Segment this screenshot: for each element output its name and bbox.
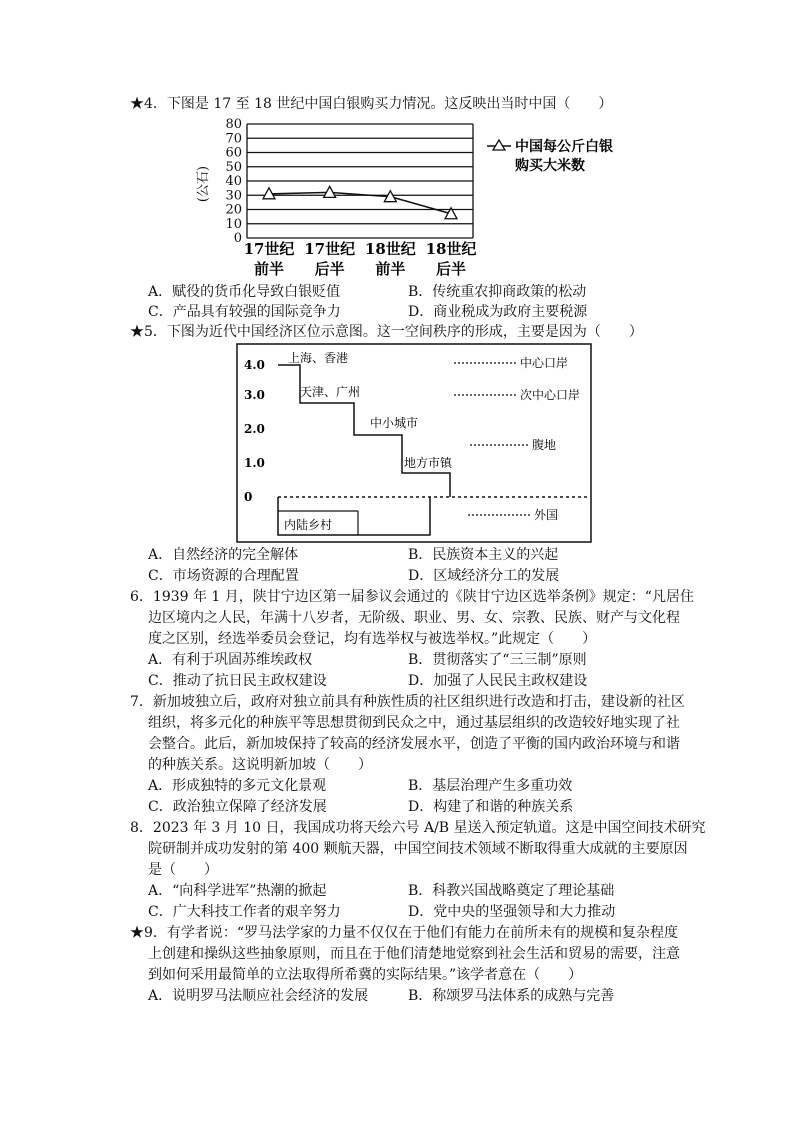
q7-option-a[interactable]: A．形成独特的多元文化景观 bbox=[148, 778, 327, 794]
q4-option-c[interactable]: C．产品具有较强的国际竞争力 bbox=[148, 304, 341, 320]
q7-line-4: 的种族关系。这说明新加坡（ ） bbox=[148, 757, 372, 773]
q5-diagram bbox=[236, 343, 592, 543]
y-tick-label: 70 bbox=[225, 131, 242, 147]
y-axis-label: (公石) bbox=[196, 165, 211, 203]
q8-option-c[interactable]: C．广大科技工作者的艰辛努力 bbox=[148, 904, 341, 920]
q6-option-c[interactable]: C．推动了抗日民主政权建设 bbox=[148, 673, 327, 689]
x-tick-label: 前半 bbox=[253, 260, 285, 278]
q6-line-2: 边区境内之人民，年满十八岁者，无阶级、职业、男、女、宗教、民族、财产与文化程 bbox=[148, 610, 680, 626]
q8-line-2: 院研制并成功发射的第 400 颗航天器，中国空间技术领域不断取得重大成就的主要原因 bbox=[148, 841, 688, 857]
q7-line-2: 组织，将多元化的种族平等思想贯彻到民众之中，通过基层组织的改造较好地实现了社 bbox=[148, 715, 680, 731]
q7-option-c[interactable]: C．政治独立保障了经济发展 bbox=[148, 799, 327, 815]
q8-option-b[interactable]: B．科教兴国战略奠定了理论基础 bbox=[408, 883, 615, 899]
q7-line-1: 7．新加坡独立后，政府对独立前具有种族性质的社区组织进行改造和打击，建设新的社区 bbox=[130, 694, 685, 710]
y-tick-label: 40 bbox=[225, 174, 242, 189]
x-tick-label: 18世纪 bbox=[364, 240, 416, 258]
q4-option-b[interactable]: B．传统重农抑商政策的松动 bbox=[408, 284, 587, 300]
q9-option-a[interactable]: A．说明罗马法顺应社会经济的发展 bbox=[148, 988, 369, 1004]
y-tick-label: 10 bbox=[225, 216, 242, 232]
q5-option-d[interactable]: D．区域经济分工的发展 bbox=[408, 568, 560, 584]
y-tick-label: 3.0 bbox=[244, 388, 265, 402]
q4-option-a[interactable]: A．赋役的货币化导致白银贬值 bbox=[148, 284, 341, 300]
q7-option-d[interactable]: D．构建了和谐的种族关系 bbox=[408, 799, 574, 815]
legend-line2: 购买大米数 bbox=[515, 158, 585, 174]
legend-label: 外国 bbox=[534, 508, 559, 522]
y-tick-label: 2.0 bbox=[244, 422, 265, 436]
q5-option-a[interactable]: A．自然经济的完全解体 bbox=[148, 547, 299, 563]
y-tick-label: 80 bbox=[225, 117, 242, 132]
legend-label: 中心口岸 bbox=[520, 356, 569, 370]
q6-option-d[interactable]: D．加强了人民民主政权建设 bbox=[408, 673, 588, 689]
q4-chart bbox=[195, 114, 655, 282]
x-tick-label: 18世纪 bbox=[425, 240, 477, 258]
y-tick-label: 60 bbox=[225, 145, 242, 161]
y-tick-label: 30 bbox=[225, 188, 242, 204]
chart-legend bbox=[487, 138, 613, 174]
legend-line1: 中国每公斤白银 bbox=[515, 139, 613, 155]
level-label: 天津、广州 bbox=[300, 385, 361, 399]
level-label: 上海、香港 bbox=[288, 351, 349, 365]
x-tick-label: 后半 bbox=[435, 260, 467, 278]
q5-option-b[interactable]: B．民族资本主义的兴起 bbox=[408, 547, 559, 563]
x-tick-label: 后半 bbox=[314, 260, 345, 278]
y-tick-label: 0 bbox=[244, 490, 253, 504]
x-tick-label: 前半 bbox=[375, 260, 406, 278]
q9-option-b[interactable]: B．称颂罗马法体系的成熟与完善 bbox=[408, 988, 615, 1004]
q9-line-2: 上创建和操纵这些抽象原则，而且在于他们清楚地觉察到社会生活和贸易的需要，注意 bbox=[148, 946, 680, 962]
y-tick-label: 4.0 bbox=[244, 358, 265, 372]
legend-label: 次中心口岸 bbox=[520, 388, 581, 402]
q6-option-b[interactable]: B．贯彻落实了“三三制”原则 bbox=[408, 652, 587, 668]
q8-line-1: 8．2023 年 3 月 10 日，我国成功将天绘六号 A/B 星送入预定轨道。这是中国空间技术研究 bbox=[130, 820, 706, 836]
level-label: 地方市镇 bbox=[404, 456, 453, 470]
q6-line-3: 度之区别，经选举委员会登记，均有选举权与被选举权。”此规定（ ） bbox=[148, 631, 597, 647]
q5-stem: ★5．下图为近代中国经济区位示意图。这一空间秩序的形成，主要是因为（ ） bbox=[130, 324, 643, 340]
q5-option-c[interactable]: C．市场资源的合理配置 bbox=[148, 568, 299, 584]
y-tick-label: 0 bbox=[233, 231, 242, 246]
q9-line-1: ★9．有学者说：“罗马法学家的力量不仅仅在于他们有能力在前所未有的规模和复杂程度 bbox=[130, 925, 679, 941]
q6-option-a[interactable]: A．有利于巩固苏维埃政权 bbox=[148, 652, 313, 668]
q9-line-3: 到如何采用最简单的立法取得所希冀的实际结果。”该学者意在（ ） bbox=[148, 967, 583, 983]
q4-option-d[interactable]: D．商业税成为政府主要税源 bbox=[408, 304, 588, 320]
q6-line-1: 6．1939 年 1 月，陕甘宁边区第一届参议会通过的《陕甘宁边区选举条例》规定：“凡居住 bbox=[130, 589, 694, 605]
legend-label: 腹地 bbox=[532, 438, 557, 452]
q7-line-3: 会整合。此后，新加坡保持了较高的经济发展水平，创造了平衡的国内政治环境与和谐 bbox=[148, 736, 680, 752]
q8-line-3: 是（ ） bbox=[148, 862, 218, 878]
y-tick-label: 1.0 bbox=[244, 456, 265, 470]
q7-option-b[interactable]: B．基层治理产生多重功效 bbox=[408, 778, 573, 794]
x-tick-label: 17世纪 bbox=[243, 240, 295, 258]
level-label: 内陆乡村 bbox=[284, 518, 333, 532]
y-tick-label: 50 bbox=[225, 159, 242, 175]
q8-option-d[interactable]: D．党中央的坚强领导和大力推动 bbox=[408, 904, 616, 920]
q4-stem: ★4．下图是 17 至 18 世纪中国白银购买力情况。这反映出当时中国（ ） bbox=[130, 96, 613, 112]
x-tick-label: 17世纪 bbox=[304, 240, 356, 258]
level-label: 中小城市 bbox=[370, 416, 419, 430]
y-tick-label: 20 bbox=[225, 202, 242, 218]
q8-option-a[interactable]: A．“向科学进军”热潮的掀起 bbox=[148, 883, 327, 899]
